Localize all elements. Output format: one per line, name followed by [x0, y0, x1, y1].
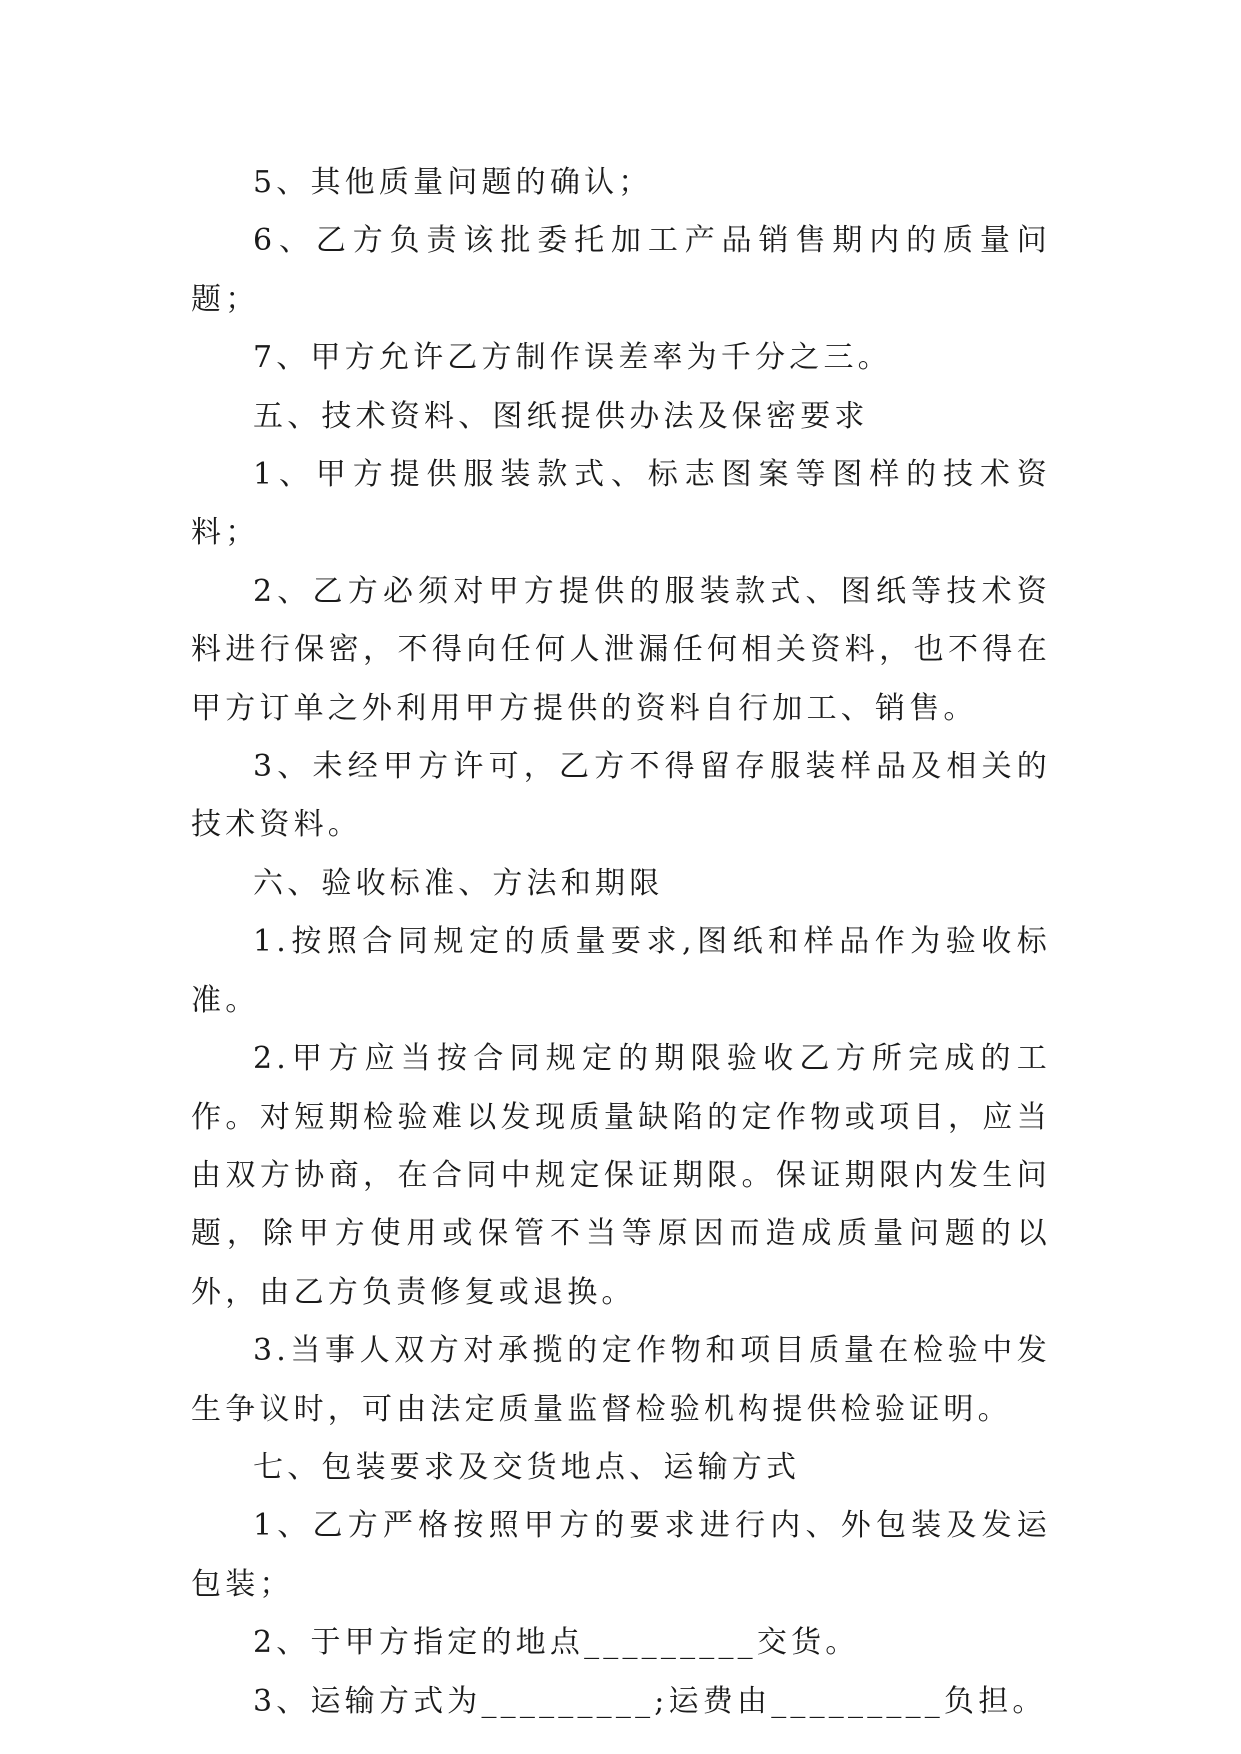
- clause-5-3: 3、未经甲方许可，乙方不得留存服装样品及相关的技术资料。: [191, 749, 1051, 843]
- clause-5-1: 1、甲方提供服装款式、标志图案等图样的技术资料；: [191, 457, 1051, 551]
- clause-7-1: 1、乙方严格按照甲方的要求进行内、外包装及发运包装；: [191, 1508, 1051, 1602]
- clause-5-2: 2、乙方必须对甲方提供的服装款式、图纸等技术资料进行保密，不得向任何人泄漏任何相关资料，也不得在甲方订单之外利用甲方提供的资料自行加工、销售。: [191, 573, 1051, 726]
- section-heading-5: 五、技术资料、图纸提供办法及保密要求: [253, 398, 869, 434]
- clause-7-3: 3、运输方式为_________;运费由_________负担。: [253, 1683, 1047, 1719]
- section-heading-7: 七、包装要求及交货地点、运输方式: [253, 1449, 801, 1485]
- section-heading-6: 六、验收标准、方法和期限: [253, 865, 664, 901]
- clause-7-2: 2、于甲方指定的地点_________交货。: [253, 1625, 860, 1661]
- clause-4-7: 7、甲方允许乙方制作误差率为千分之三。: [253, 340, 892, 376]
- document-body: [191, 154, 1051, 1731]
- clause-6-2: 2.甲方应当按合同规定的期限验收乙方所完成的工作。对短期检验难以发现质量缺陷的定作物或项目，应当由双方协商，在合同中规定保证期限。保证期限内发生问题，除甲方使用或保管不当等原因而造成质量问题的以外，由乙方负责修复或退换。: [191, 1041, 1051, 1310]
- clause-6-3: 3.当事人双方对承揽的定作物和项目质量在检验中发生争议时，可由法定质量监督检验机构提供检验证明。: [191, 1333, 1051, 1427]
- clause-4-5: 5、其他质量问题的确认；: [253, 165, 653, 200]
- clause-6-1: 1.按照合同规定的质量要求,图纸和样品作为验收标准。: [191, 924, 1051, 1018]
- clause-4-6: 6、乙方负责该批委托加工产品销售期内的质量问题；: [191, 223, 1051, 317]
